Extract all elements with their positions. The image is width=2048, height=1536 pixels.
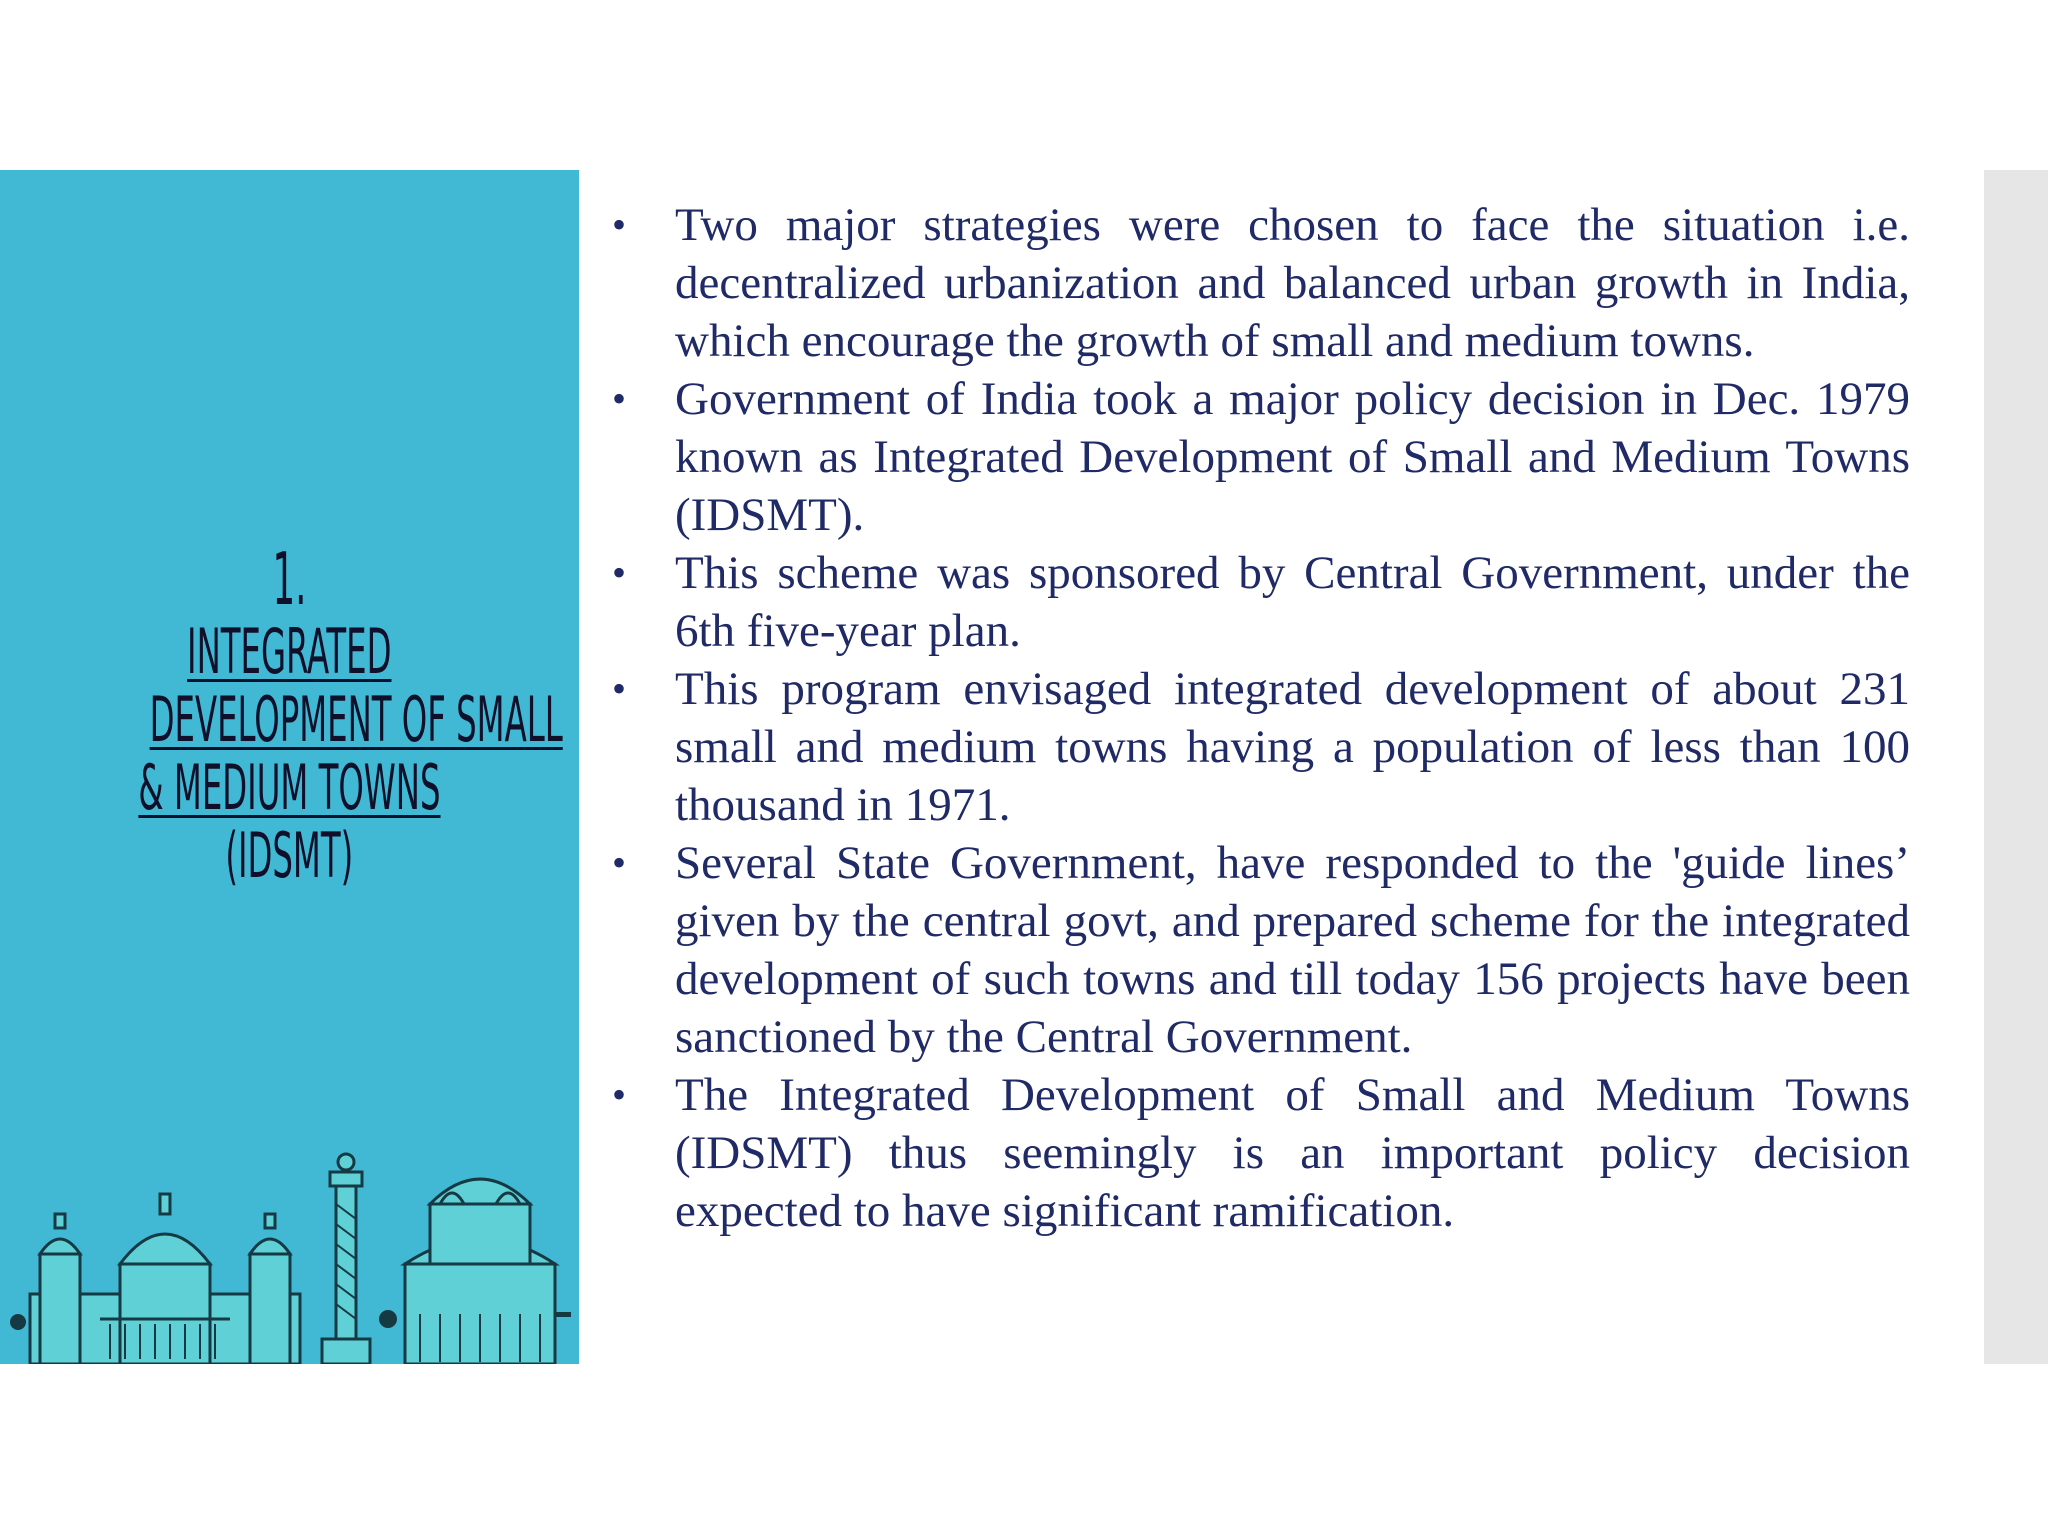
bullet-icon: • xyxy=(612,1072,627,1117)
title-line-4: (IDSMT) xyxy=(225,819,354,892)
right-edge-strip xyxy=(1984,170,2048,1364)
list-item: • This scheme was sponsored by Central Government, under the 6th five-year plan. xyxy=(600,544,1910,660)
bullet-list xyxy=(600,196,1910,1240)
bullet-content xyxy=(600,196,1910,1240)
list-item: • Government of India took a major policy decision in Dec. 1979 known as Integrated Development of Small and Medium Towns (IDSMT). xyxy=(600,370,1910,544)
bullet-icon: • xyxy=(612,202,627,247)
list-item: • The Integrated Development of Small and Medium Towns (IDSMT) thus seemingly is an important policy decision expected to have significant ramification. xyxy=(600,1066,1910,1240)
title-line-3: & MEDIUM TOWNS xyxy=(138,751,441,824)
bullet-icon: • xyxy=(612,666,627,711)
title-line-2: DEVELOPMENT OF SMALL xyxy=(149,683,563,756)
bullet-icon: • xyxy=(612,550,627,595)
title-panel xyxy=(0,170,579,1364)
list-item: • Two major strategies were chosen to face the situation i.e. decentralized urbanization and balanced urban growth in India, which encourage the growth of small and medium towns. xyxy=(600,196,1910,370)
slide-title xyxy=(0,537,579,892)
bullet-icon: • xyxy=(612,840,627,885)
title-line-1: INTEGRATED xyxy=(187,615,392,688)
city-skyline-illustration xyxy=(0,1144,579,1364)
list-item: • Several State Government, have responded to the 'guide lines’ given by the central govt, and prepared scheme for the integrated development of such towns and till today 156 projects have been sanctioned by the Central Government. xyxy=(600,834,1910,1066)
list-item: • This program envisaged integrated development of about 231 small and medium towns having a population of less than 100 thousand in 1971. xyxy=(600,660,1910,834)
title-number: 1. xyxy=(272,537,307,621)
bullet-icon: • xyxy=(612,376,627,421)
